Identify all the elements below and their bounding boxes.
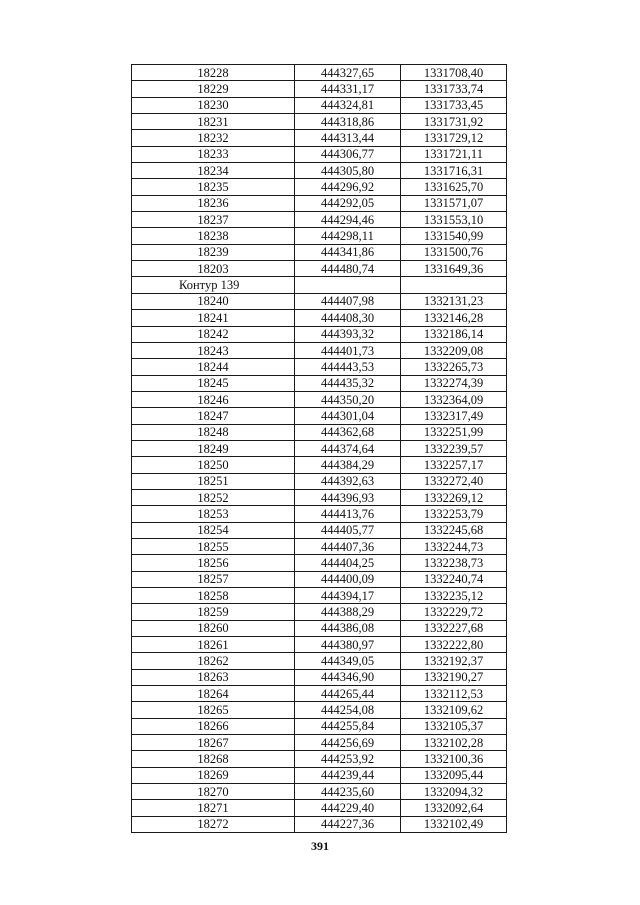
- x-coordinate-cell: 444296,92: [295, 179, 401, 195]
- y-coordinate-cell: 1331540,99: [401, 228, 507, 244]
- x-coordinate-cell: 444435,32: [295, 375, 401, 391]
- table-row: [132, 767, 507, 783]
- table-row: [132, 702, 507, 718]
- point-id-cell: 18253: [132, 506, 295, 522]
- point-id-cell: 18257: [132, 571, 295, 587]
- x-coordinate-cell: 444380,97: [295, 637, 401, 653]
- point-id-cell: 18235: [132, 179, 295, 195]
- x-coordinate-cell: 444480,74: [295, 261, 401, 277]
- table-row: [132, 669, 507, 685]
- x-coordinate-cell: 444407,36: [295, 538, 401, 554]
- y-coordinate-cell: 1332209,08: [401, 342, 507, 358]
- point-id-cell: 18269: [132, 767, 295, 783]
- empty-cell: [295, 277, 401, 293]
- table-row: [132, 408, 507, 424]
- x-coordinate-cell: 444306,77: [295, 146, 401, 162]
- y-coordinate-cell: 1332105,37: [401, 718, 507, 734]
- table-row: [132, 359, 507, 375]
- y-coordinate-cell: 1331500,76: [401, 244, 507, 260]
- x-coordinate-cell: 444413,76: [295, 506, 401, 522]
- y-coordinate-cell: 1332253,79: [401, 506, 507, 522]
- point-id-cell: 18238: [132, 228, 295, 244]
- y-coordinate-cell: 1331729,12: [401, 130, 507, 146]
- y-coordinate-cell: 1332095,44: [401, 767, 507, 783]
- table-row: [132, 228, 507, 244]
- point-id-cell: 18254: [132, 522, 295, 538]
- x-coordinate-cell: 444350,20: [295, 391, 401, 407]
- y-coordinate-cell: 1332190,27: [401, 669, 507, 685]
- point-id-cell: 18249: [132, 440, 295, 456]
- point-id-cell: 18251: [132, 473, 295, 489]
- table-row: [132, 391, 507, 407]
- table-row: [132, 130, 507, 146]
- x-coordinate-cell: 444324,81: [295, 97, 401, 113]
- y-coordinate-cell: 1332227,68: [401, 620, 507, 636]
- table-row: [132, 489, 507, 505]
- y-coordinate-cell: 1332092,64: [401, 800, 507, 816]
- table-row: [132, 65, 507, 81]
- x-coordinate-cell: 444401,73: [295, 342, 401, 358]
- x-coordinate-cell: 444393,32: [295, 326, 401, 342]
- table-row: [132, 538, 507, 554]
- point-id-cell: 18248: [132, 424, 295, 440]
- table-row: [132, 179, 507, 195]
- point-id-cell: 18252: [132, 489, 295, 505]
- table-row: [132, 244, 507, 260]
- table-row: [132, 800, 507, 816]
- x-coordinate-cell: 444292,05: [295, 195, 401, 211]
- y-coordinate-cell: 1331708,40: [401, 65, 507, 81]
- x-coordinate-cell: 444255,84: [295, 718, 401, 734]
- table-row: [132, 751, 507, 767]
- table-row: [132, 588, 507, 604]
- x-coordinate-cell: 444253,92: [295, 751, 401, 767]
- point-id-cell: 18247: [132, 408, 295, 424]
- point-id-cell: 18241: [132, 310, 295, 326]
- table-row: [132, 440, 507, 456]
- y-coordinate-cell: 1332240,74: [401, 571, 507, 587]
- x-coordinate-cell: 444256,69: [295, 735, 401, 751]
- x-coordinate-cell: 444386,08: [295, 620, 401, 636]
- x-coordinate-cell: 444388,29: [295, 604, 401, 620]
- section-header-row: [132, 277, 507, 293]
- y-coordinate-cell: 1331571,07: [401, 195, 507, 211]
- x-coordinate-cell: 444405,77: [295, 522, 401, 538]
- table-row: [132, 293, 507, 309]
- point-id-cell: 18259: [132, 604, 295, 620]
- point-id-cell: 18229: [132, 81, 295, 97]
- x-coordinate-cell: 444408,30: [295, 310, 401, 326]
- table-row: [132, 114, 507, 130]
- point-id-cell: 18258: [132, 588, 295, 604]
- x-coordinate-cell: 444229,40: [295, 800, 401, 816]
- table-row: [132, 473, 507, 489]
- y-coordinate-cell: 1332100,36: [401, 751, 507, 767]
- y-coordinate-cell: 1332269,12: [401, 489, 507, 505]
- section-title: Контур 139: [132, 277, 295, 293]
- point-id-cell: 18271: [132, 800, 295, 816]
- table-row: [132, 555, 507, 571]
- table-row: [132, 342, 507, 358]
- table-row: [132, 261, 507, 277]
- empty-cell: [401, 277, 507, 293]
- point-id-cell: 18267: [132, 735, 295, 751]
- table-row: [132, 735, 507, 751]
- point-id-cell: 18272: [132, 816, 295, 832]
- table-row: [132, 81, 507, 97]
- x-coordinate-cell: 444404,25: [295, 555, 401, 571]
- x-coordinate-cell: 444392,63: [295, 473, 401, 489]
- point-id-cell: 18261: [132, 637, 295, 653]
- y-coordinate-cell: 1331721,11: [401, 146, 507, 162]
- y-coordinate-cell: 1332235,12: [401, 588, 507, 604]
- point-id-cell: 18263: [132, 669, 295, 685]
- table-row: [132, 604, 507, 620]
- y-coordinate-cell: 1332222,80: [401, 637, 507, 653]
- table-row: [132, 97, 507, 113]
- y-coordinate-cell: 1332112,53: [401, 686, 507, 702]
- table-row: [132, 653, 507, 669]
- table-row: [132, 163, 507, 179]
- y-coordinate-cell: 1332102,49: [401, 816, 507, 832]
- y-coordinate-cell: 1332094,32: [401, 784, 507, 800]
- point-id-cell: 18203: [132, 261, 295, 277]
- x-coordinate-cell: 444305,80: [295, 163, 401, 179]
- y-coordinate-cell: 1332146,28: [401, 310, 507, 326]
- point-id-cell: 18234: [132, 163, 295, 179]
- table-row: [132, 212, 507, 228]
- x-coordinate-cell: 444294,46: [295, 212, 401, 228]
- x-coordinate-cell: 444227,36: [295, 816, 401, 832]
- y-coordinate-cell: 1331553,10: [401, 212, 507, 228]
- y-coordinate-cell: 1332131,23: [401, 293, 507, 309]
- y-coordinate-cell: 1332192,37: [401, 653, 507, 669]
- y-coordinate-cell: 1332109,62: [401, 702, 507, 718]
- y-coordinate-cell: 1332238,73: [401, 555, 507, 571]
- point-id-cell: 18265: [132, 702, 295, 718]
- x-coordinate-cell: 444313,44: [295, 130, 401, 146]
- table-row: [132, 195, 507, 211]
- x-coordinate-cell: 444239,44: [295, 767, 401, 783]
- y-coordinate-cell: 1331731,92: [401, 114, 507, 130]
- point-id-cell: 18232: [132, 130, 295, 146]
- point-id-cell: 18266: [132, 718, 295, 734]
- y-coordinate-cell: 1331733,74: [401, 81, 507, 97]
- x-coordinate-cell: 444443,53: [295, 359, 401, 375]
- x-coordinate-cell: 444235,60: [295, 784, 401, 800]
- point-id-cell: 18237: [132, 212, 295, 228]
- x-coordinate-cell: 444254,08: [295, 702, 401, 718]
- y-coordinate-cell: 1332257,17: [401, 457, 507, 473]
- table-row: [132, 686, 507, 702]
- table-row: [132, 522, 507, 538]
- coordinates-table-body: [132, 65, 507, 833]
- point-id-cell: 18230: [132, 97, 295, 113]
- y-coordinate-cell: 1332239,57: [401, 440, 507, 456]
- point-id-cell: 18260: [132, 620, 295, 636]
- table-row: [132, 506, 507, 522]
- point-id-cell: 18255: [132, 538, 295, 554]
- point-id-cell: 18243: [132, 342, 295, 358]
- point-id-cell: 18236: [132, 195, 295, 211]
- y-coordinate-cell: 1332272,40: [401, 473, 507, 489]
- point-id-cell: 18270: [132, 784, 295, 800]
- point-id-cell: 18264: [132, 686, 295, 702]
- x-coordinate-cell: 444298,11: [295, 228, 401, 244]
- page-number: 391: [311, 839, 329, 853]
- x-coordinate-cell: 444394,17: [295, 588, 401, 604]
- x-coordinate-cell: 444400,09: [295, 571, 401, 587]
- point-id-cell: 18245: [132, 375, 295, 391]
- x-coordinate-cell: 444384,29: [295, 457, 401, 473]
- y-coordinate-cell: 1332245,68: [401, 522, 507, 538]
- point-id-cell: 18228: [132, 65, 295, 81]
- point-id-cell: 18242: [132, 326, 295, 342]
- point-id-cell: 18244: [132, 359, 295, 375]
- x-coordinate-cell: 444318,86: [295, 114, 401, 130]
- x-coordinate-cell: 444349,05: [295, 653, 401, 669]
- x-coordinate-cell: 444331,17: [295, 81, 401, 97]
- x-coordinate-cell: 444362,68: [295, 424, 401, 440]
- y-coordinate-cell: 1332102,28: [401, 735, 507, 751]
- y-coordinate-cell: 1332317,49: [401, 408, 507, 424]
- x-coordinate-cell: 444374,64: [295, 440, 401, 456]
- x-coordinate-cell: 444396,93: [295, 489, 401, 505]
- y-coordinate-cell: 1332265,73: [401, 359, 507, 375]
- point-id-cell: 18250: [132, 457, 295, 473]
- point-id-cell: 18233: [132, 146, 295, 162]
- x-coordinate-cell: 444301,04: [295, 408, 401, 424]
- point-id-cell: 18262: [132, 653, 295, 669]
- table-row: [132, 784, 507, 800]
- coordinates-table: [131, 64, 507, 833]
- point-id-cell: 18268: [132, 751, 295, 767]
- table-row: [132, 424, 507, 440]
- y-coordinate-cell: 1331733,45: [401, 97, 507, 113]
- y-coordinate-cell: 1331625,70: [401, 179, 507, 195]
- x-coordinate-cell: 444327,65: [295, 65, 401, 81]
- x-coordinate-cell: 444407,98: [295, 293, 401, 309]
- x-coordinate-cell: 444265,44: [295, 686, 401, 702]
- table-row: [132, 571, 507, 587]
- table-row: [132, 326, 507, 342]
- point-id-cell: 18239: [132, 244, 295, 260]
- y-coordinate-cell: 1332229,72: [401, 604, 507, 620]
- point-id-cell: 18231: [132, 114, 295, 130]
- y-coordinate-cell: 1332244,73: [401, 538, 507, 554]
- x-coordinate-cell: 444341,86: [295, 244, 401, 260]
- y-coordinate-cell: 1332364,09: [401, 391, 507, 407]
- y-coordinate-cell: 1331716,31: [401, 163, 507, 179]
- table-row: [132, 457, 507, 473]
- table-row: [132, 310, 507, 326]
- y-coordinate-cell: 1332274,39: [401, 375, 507, 391]
- table-row: [132, 637, 507, 653]
- point-id-cell: 18240: [132, 293, 295, 309]
- y-coordinate-cell: 1332186,14: [401, 326, 507, 342]
- point-id-cell: 18256: [132, 555, 295, 571]
- table-row: [132, 816, 507, 832]
- table-row: [132, 718, 507, 734]
- point-id-cell: 18246: [132, 391, 295, 407]
- table-row: [132, 375, 507, 391]
- y-coordinate-cell: 1331649,36: [401, 261, 507, 277]
- x-coordinate-cell: 444346,90: [295, 669, 401, 685]
- y-coordinate-cell: 1332251,99: [401, 424, 507, 440]
- table-row: [132, 146, 507, 162]
- table-row: [132, 620, 507, 636]
